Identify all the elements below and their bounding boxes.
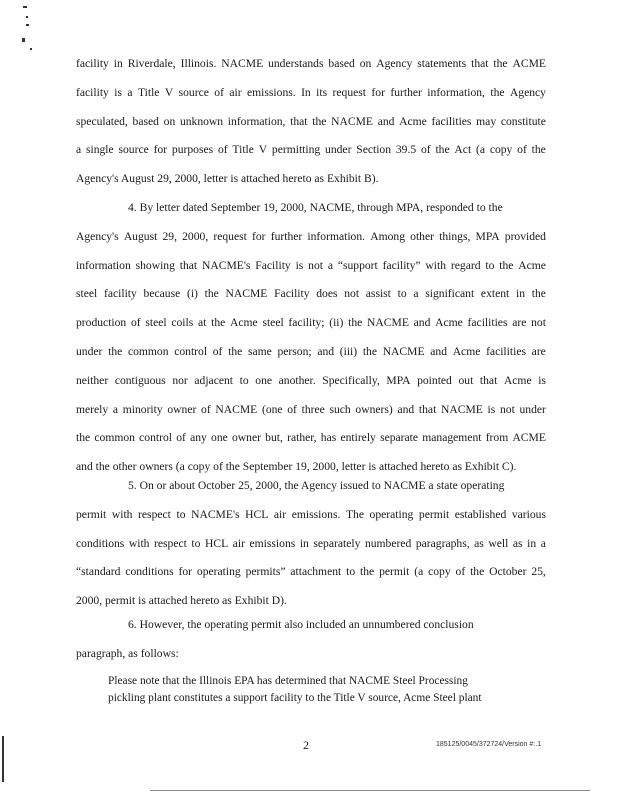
text-line: permit with respect to NACME's HCL air emissions. The operating permit established various — [76, 507, 546, 521]
text-line: facility is a Title V source of air emissions. In its request for further information, the Agency — [76, 85, 546, 99]
page-number: 2 — [303, 738, 309, 752]
text-line: 4. By letter dated September 19, 2000, NACME, through MPA, responded to the — [128, 201, 503, 214]
bottom-rule — [150, 790, 590, 791]
text-line: paragraph, as follows: — [76, 646, 179, 660]
paragraph-6 — [76, 611, 546, 669]
scan-mark — [30, 48, 32, 50]
text-line: a single source for purposes of Title V permitting under Section 39.5 of the Act (a copy of the — [76, 143, 546, 157]
text-line: conditions with respect to HCL air emissions in separately numbered paragraphs, as well as in a — [76, 536, 546, 550]
text-line: speculated, based on unknown information, that the NACME and Acme facilities may constitute — [76, 114, 546, 128]
text-line: production of steel coils at the Acme steel facility; (ii) the NACME and Acme facilities are not — [76, 316, 546, 330]
paragraph-continuation — [76, 50, 546, 194]
document-id: 185125/0045/372724/Version #:.1 — [436, 741, 542, 748]
paragraph-5 — [76, 472, 546, 616]
scan-mark — [22, 38, 25, 42]
scan-mark — [26, 16, 28, 18]
text-line: merely a minority owner of NACME (one of three such owners) and that NACME is not under — [76, 402, 546, 416]
quote-line: Please note that the Illinois EPA has determined that NACME Steel Processing — [108, 675, 468, 687]
text-line: “standard conditions for operating permits” attachment to the permit (a copy of the October 25, — [76, 565, 546, 579]
text-line: steel facility because (i) the NACME Facility does not assist to a significant extent in the — [76, 287, 546, 301]
quote-line: pickling plant constitutes a support facility to the Title V source, Acme Steel plant — [108, 691, 482, 704]
scan-mark — [26, 24, 29, 26]
scan-mark — [2, 736, 4, 782]
text-line: 2000, permit is attached hereto as Exhibit D). — [76, 594, 287, 608]
scan-mark — [23, 6, 27, 8]
text-line: 5. On or about October 25, 2000, the Agency issued to NACME a state operating — [128, 479, 505, 492]
text-line: under the common control of the same person; and (iii) the NACME and Acme facilities are — [76, 344, 546, 358]
text-line: Agency's August 29, 2000, request for further information. Among other things, MPA provided — [76, 229, 546, 243]
text-line: information showing that NACME's Facility is not a “support facility” with regard to the Acme — [76, 258, 546, 272]
text-line: neither contiguous nor adjacent to one another. Specifically, MPA pointed out that Acme is — [76, 373, 546, 387]
text-line: 6. However, the operating permit also included an unnumbered conclusion — [128, 618, 474, 631]
text-line: Agency's August 29, 2000, letter is attached hereto as Exhibit B). — [76, 172, 379, 186]
text-line: and the other owners (a copy of the September 19, 2000, letter is attached hereto as Exhibit C). — [76, 460, 517, 474]
paragraph-4 — [76, 194, 546, 482]
text-line: facility in Riverdale, Illinois. NACME understands based on Agency statements that the ACME — [76, 57, 546, 70]
text-line: the common control of any one owner but, rather, has entirely separate management from ACME — [76, 431, 546, 445]
block-quote — [108, 673, 528, 706]
